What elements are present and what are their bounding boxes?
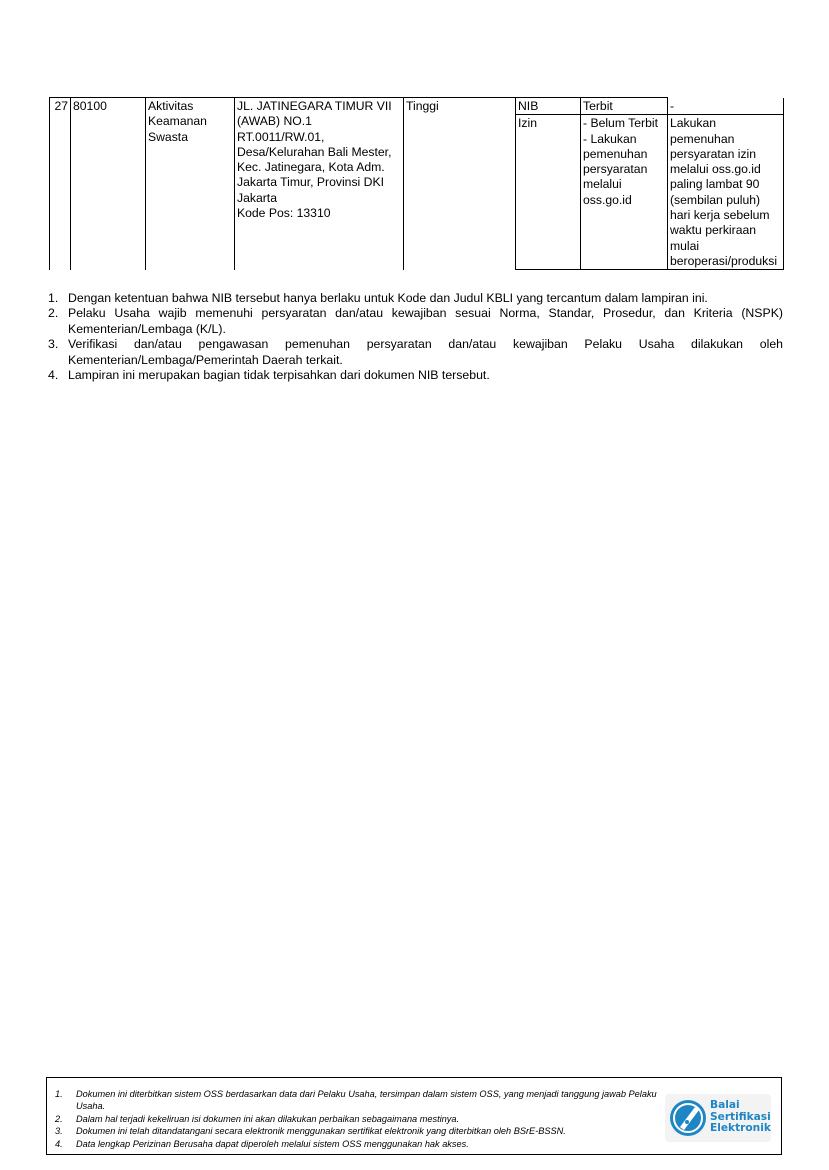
text-line: (sembilan puluh) xyxy=(670,192,761,207)
row-number: 27 xyxy=(50,98,71,270)
bsre-logo xyxy=(665,1094,771,1142)
footer-disclaimer-box xyxy=(46,1077,782,1155)
permit-type-izin: Izin xyxy=(516,115,581,270)
notes-list xyxy=(46,291,783,383)
footer-note-text: Dokumen ini diterbitkan sistem OSS berdasarkan data dari Pelaku Usaha, tersimpan dalam sistem OSS, yang menjadi tanggung jawab Pelaku Usaha. xyxy=(76,1089,657,1112)
business-address xyxy=(235,98,404,270)
text-line: persyaratan izin xyxy=(670,146,757,161)
risk-level: Tinggi xyxy=(404,98,516,270)
text-line: Swasta xyxy=(148,129,188,144)
text-line: paling lambat 90 xyxy=(670,177,760,192)
text-line: - xyxy=(670,98,675,113)
text-line: Balai xyxy=(710,1099,740,1111)
text-line: waktu perkiraan xyxy=(670,223,757,238)
kbli-title xyxy=(146,98,235,270)
text-line: Kode Pos: 13310 xyxy=(237,206,331,221)
list-item: 3. Verifikasi dan/atau pengawasan pemenuhan persyaratan dan/atau kewajiban Pelaku Usaha dilakukan oleh Kementerian/Lembaga/Pemerintah Daerah terkait. xyxy=(48,337,783,367)
footer-note-text: Dalam hal terjadi kekeliruan isi dokumen ini akan dilakukan perbaikan sebagaimana mestinya. xyxy=(76,1113,460,1124)
text-line: persyaratan xyxy=(583,162,648,177)
text-line: Jakarta xyxy=(237,190,277,205)
text-line: Terbit xyxy=(583,99,613,113)
text-line: - Belum Terbit xyxy=(583,116,658,131)
permit-status-nib xyxy=(581,98,668,115)
text-line: melalui oss.go.id xyxy=(670,162,761,177)
text-line: hari kerja sebelum xyxy=(670,208,770,223)
text-line: Elektronik xyxy=(710,1122,771,1135)
text-line: (AWAB) NO.1 xyxy=(237,114,312,129)
text-line: Kec. Jatinegara, Kota Adm. xyxy=(237,160,385,175)
list-item: 1. Dengan ketentuan bahwa NIB tersebut hanya berlaku untuk Kode dan Judul KBLI yang tercantum dalam lampiran ini. xyxy=(48,291,708,305)
permit-type-nib: NIB xyxy=(516,98,581,115)
text-line: Desa/Kelurahan Bali Mester, xyxy=(237,144,392,159)
text-line: oss.go.id xyxy=(583,192,632,207)
text-line: melalui xyxy=(583,177,622,192)
permit-note-izin xyxy=(668,115,784,270)
text-line: pemenuhan xyxy=(583,146,648,161)
note-text: Dengan ketentuan bahwa NIB tersebut hanya berlaku untuk Kode dan Judul KBLI yang tercantum dalam lampiran ini. xyxy=(68,291,708,305)
footer-notes xyxy=(55,1088,661,1150)
text-line: pemenuhan xyxy=(670,131,735,146)
text-line: beroperasi/produksi xyxy=(670,253,778,268)
text-line: - Lakukan xyxy=(583,131,637,146)
note-text: Lampiran ini merupakan bagian tidak terpisahkan dari dokumen NIB tersebut. xyxy=(68,368,490,383)
permit-status-izin xyxy=(581,115,668,270)
note-text: Pelaku Usaha wajib memenuhi persyaratan dan/atau kewajiban sesuai Norma, Standar, Prosedur, dan Kriteria (NSPK) Kementerian/Lembaga (K/L). xyxy=(68,306,783,336)
text-line: Keamanan xyxy=(148,114,207,129)
text-line: Jakarta Timur, Provinsi DKI xyxy=(237,175,384,190)
text-line: Aktivitas xyxy=(148,99,194,113)
note-text: Verifikasi dan/atau pengawasan pemenuhan persyaratan dan/atau kewajiban Pelaku Usaha dilakukan oleh Kementerian/Lembaga/Pemerintah Daerah terkait. xyxy=(68,337,783,367)
kbli-code: 80100 xyxy=(71,98,146,270)
list-item: 4. Lampiran ini merupakan bagian tidak terpisahkan dari dokumen NIB tersebut. xyxy=(48,368,490,383)
footer-note-text: Dokumen ini telah ditandatangani secara elektronik menggunakan sertifikat elektronik yang diterbitkan oleh BSrE-BSSN. xyxy=(76,1126,566,1137)
list-item: 3. Dokumen ini telah ditandatangani secara elektronik menggunakan sertifikat elektronik yang diterbitkan oleh BSrE-BSSN. xyxy=(55,1126,566,1137)
text-line: Lakukan xyxy=(670,116,717,131)
footer-note-text: Data lengkap Perizinan Berusaha dapat diperoleh melalui sistem OSS menggunakan hak akses. xyxy=(76,1138,469,1149)
text-line: mulai xyxy=(670,238,700,253)
text-line: JL. JATINEGARA TIMUR VII xyxy=(237,99,392,113)
permit-note-nib xyxy=(668,98,784,115)
text-line: RT.0011/RW.01, xyxy=(237,129,325,144)
list-item: 2. Dalam hal terjadi kekeliruan isi dokumen ini akan dilakukan perbaikan sebagaimana mestinya. xyxy=(55,1113,460,1124)
table-row xyxy=(50,98,784,115)
list-item: 4. Data lengkap Perizinan Berusaha dapat diperoleh melalui sistem OSS menggunakan hak akses. xyxy=(55,1138,469,1149)
bsre-logo-text xyxy=(710,1100,771,1135)
text-line: Sertifikasi xyxy=(710,1110,771,1123)
perizinan-table xyxy=(49,97,784,270)
list-item: 2. Pelaku Usaha wajib memenuhi persyaratan dan/atau kewajiban sesuai Norma, Standar, Prosedur, dan Kriteria (NSPK) Kementerian/Lembaga (K/L). xyxy=(48,306,783,336)
pen-nib-icon xyxy=(668,1097,708,1139)
list-item: 1. Dokumen ini diterbitkan sistem OSS berdasarkan data dari Pelaku Usaha, tersimpan dalam sistem OSS, yang menjadi tanggung jawab Pelaku Usaha. xyxy=(55,1089,657,1112)
